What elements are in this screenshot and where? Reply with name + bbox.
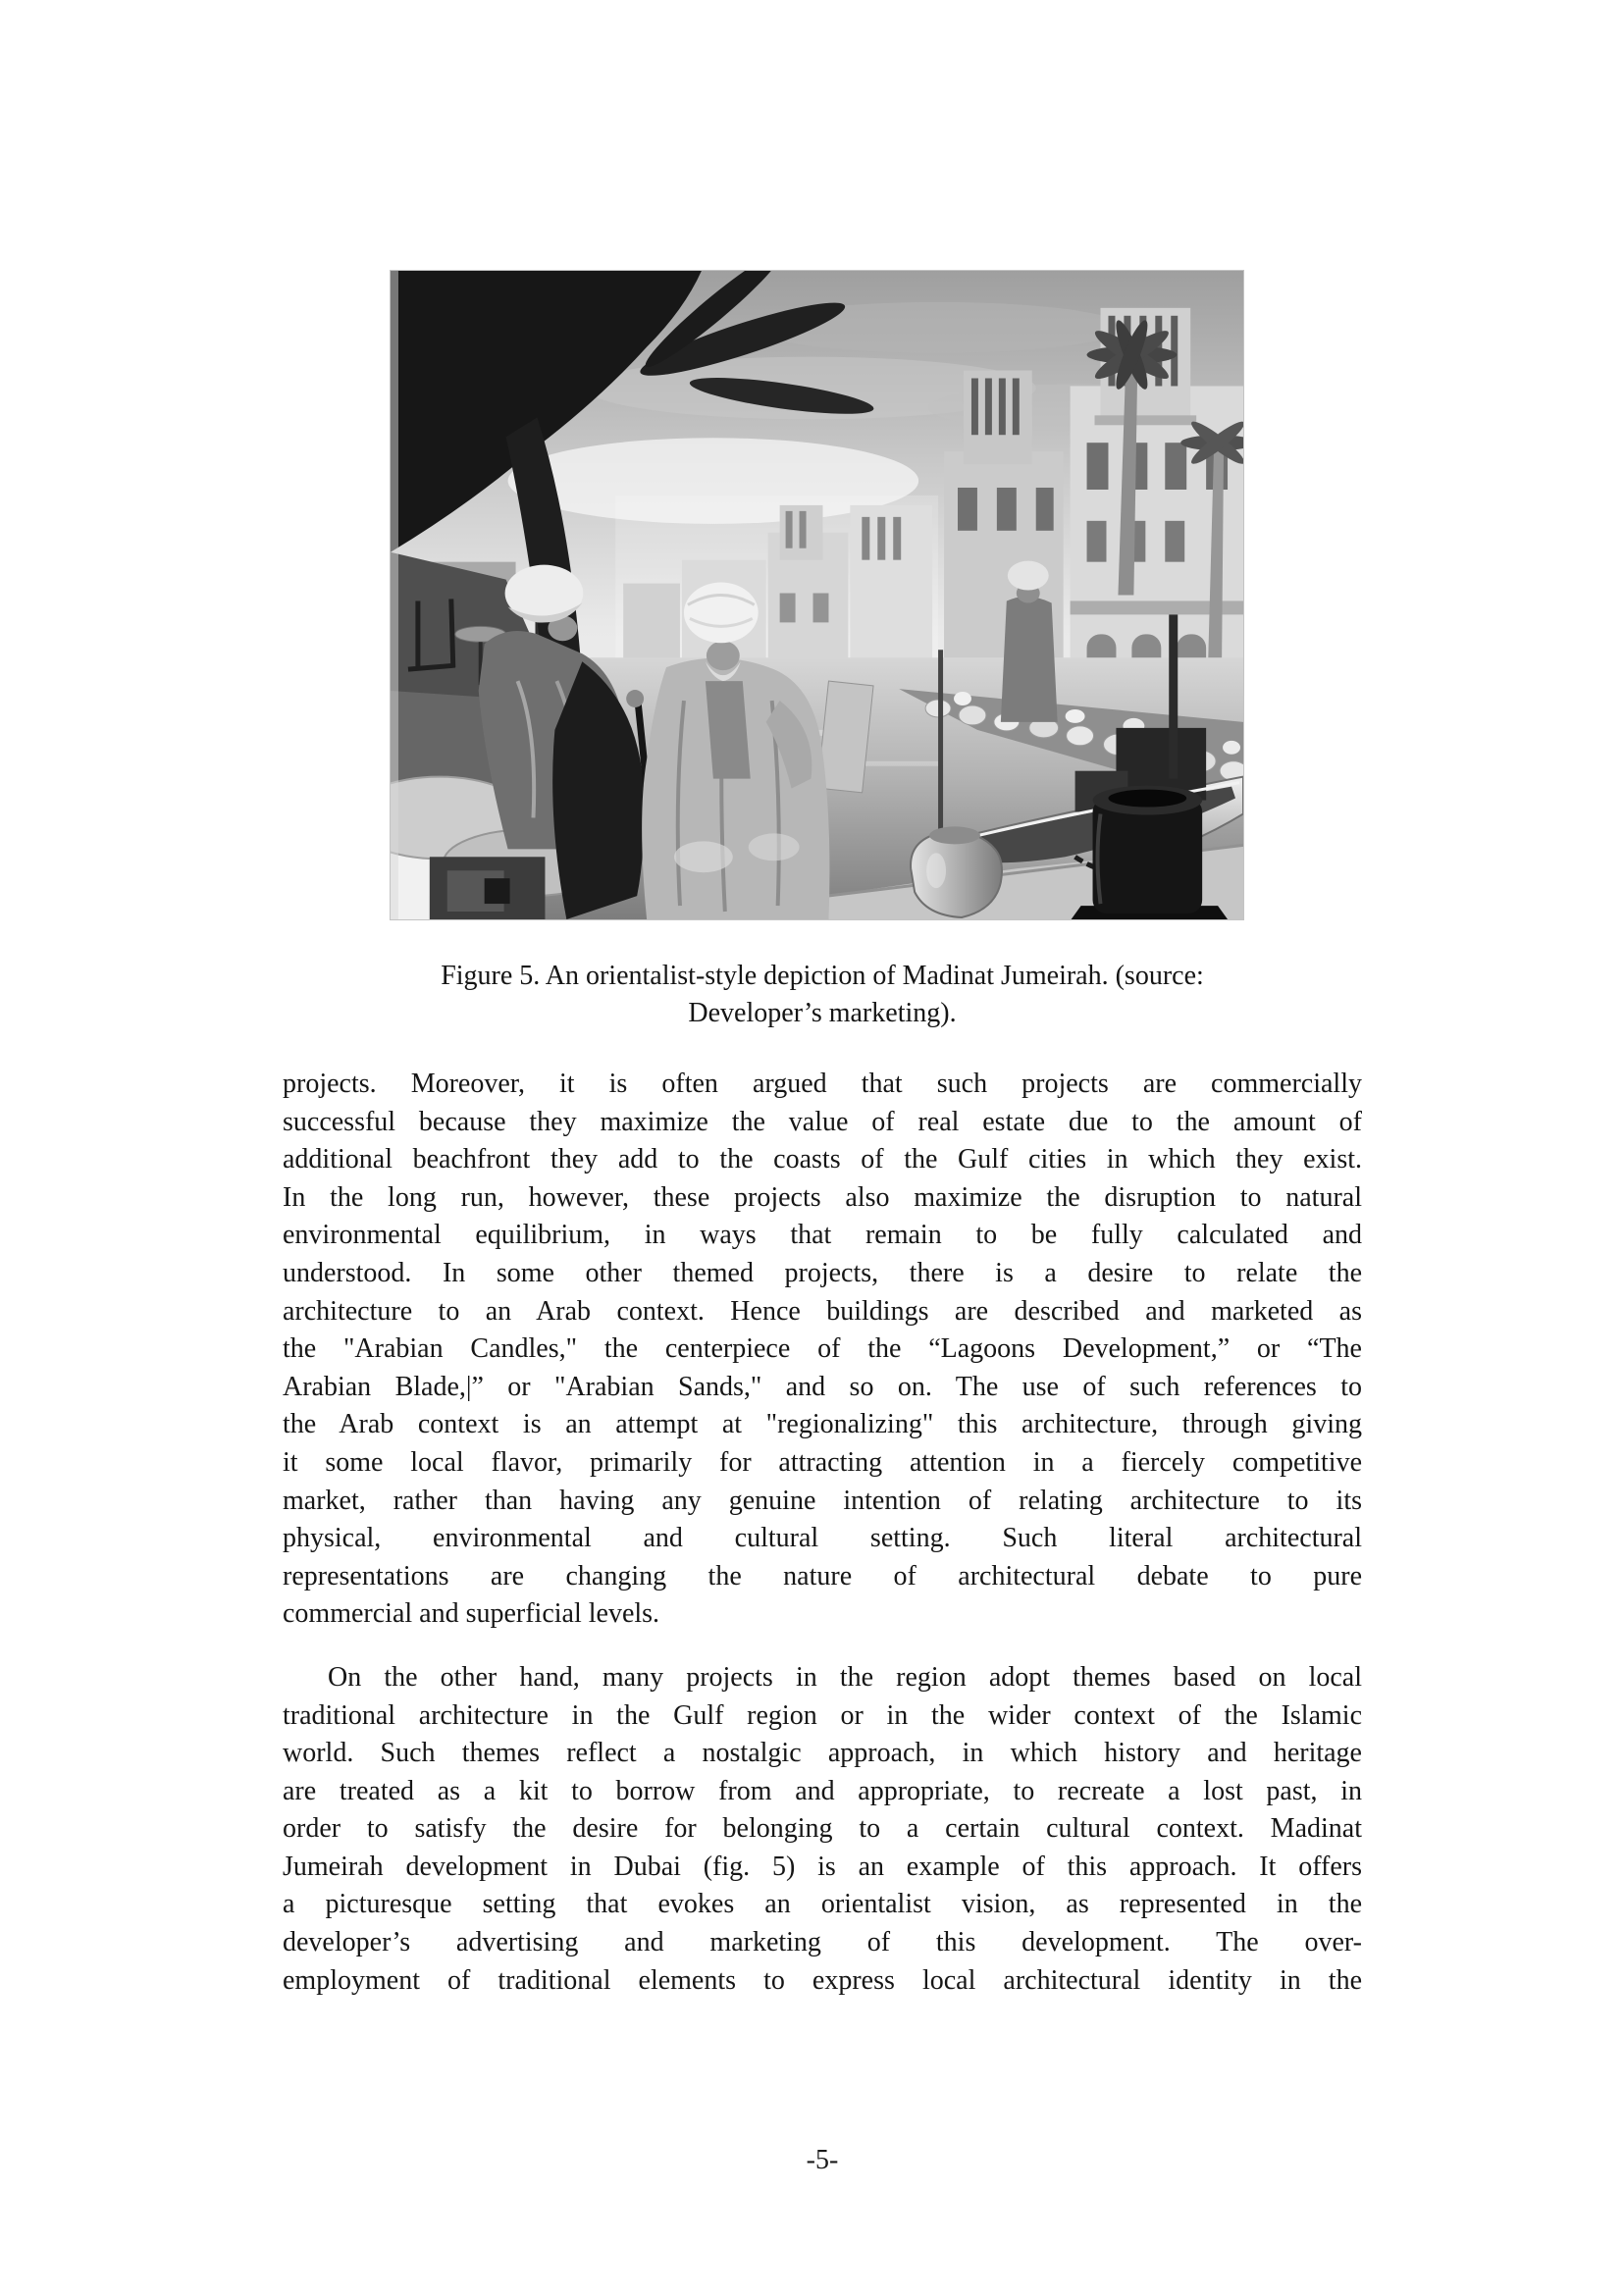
text-line: architecture to an Arab context. Hence buildings are described and marketed as xyxy=(283,1295,1362,1327)
text-line: traditional architecture in the Gulf region or in the wider context of the Islamic xyxy=(283,1699,1362,1731)
text-line: the "Arabian Candles," the centerpiece of the “Lagoons Development,” or “The xyxy=(283,1333,1362,1365)
paragraph-2 xyxy=(283,1659,1362,2000)
text-line: are treated as a kit to borrow from and appropriate, to recreate a lost past, in xyxy=(283,1775,1362,1806)
text-line: it some local flavor, primarily for attracting attention in a fiercely competitive xyxy=(283,1446,1362,1478)
body-text xyxy=(283,1066,1362,2000)
text-line: physical, environmental and cultural setting. Such literal architectural xyxy=(283,1523,1362,1554)
text-line: Figure 5. An orientalist-style depiction of Madinat Jumeirah. (source: xyxy=(441,961,1204,991)
text-line: order to satisfy the desire for belonging to a certain cultural context. Madinat xyxy=(283,1813,1362,1845)
text-line: representations are changing the nature of architectural debate to pure xyxy=(283,1560,1362,1592)
text-line: employment of traditional elements to express local architectural identity in the xyxy=(283,1964,1362,1996)
text-line: developer’s advertising and marketing of this development. The over- xyxy=(283,1927,1362,1958)
text-line: In the long run, however, these projects also maximize the disruption to natural xyxy=(283,1181,1362,1213)
scan-edge xyxy=(391,271,398,919)
text-line: successful because they maximize the value of real estate due to the amount of xyxy=(283,1106,1362,1137)
figure-image xyxy=(390,270,1244,920)
text-line: Developer’s marketing). xyxy=(688,998,957,1028)
text-line: On the other hand, many projects in the region adopt themes based on local xyxy=(328,1661,1362,1693)
text-line: world. Such themes reflect a nostalgic approach, in which history and heritage xyxy=(283,1738,1362,1769)
text-line: a picturesque setting that evokes an orientalist vision, as represented in the xyxy=(283,1889,1362,1920)
text-line: Jumeirah development in Dubai (fig. 5) is an example of this approach. It offers xyxy=(283,1851,1362,1882)
paragraph-1 xyxy=(283,1066,1362,1634)
figure-caption xyxy=(283,958,1362,1032)
text-line: environmental equilibrium, in ways that remain to be fully calculated and xyxy=(283,1220,1362,1251)
orientalist-scene xyxy=(391,271,1243,919)
text-line: additional beachfront they add to the coasts of the Gulf cities in which they exist. xyxy=(283,1144,1362,1175)
text-line: market, rather than having any genuine intention of relating architecture to its xyxy=(283,1485,1362,1516)
text-line: commercial and superficial levels. xyxy=(283,1598,660,1630)
text-line: understood. In some other themed projects, there is a desire to relate the xyxy=(283,1257,1362,1288)
page-number: -5- xyxy=(806,2145,839,2175)
text-line: projects. Moreover, it is often argued that such projects are commercially xyxy=(283,1069,1362,1099)
text-line: Arabian Blade,|” or "Arabian Sands," and so on. The use of such references to xyxy=(283,1371,1362,1402)
text-line: the Arab context is an attempt at "regionalizing" this architecture, through giving xyxy=(283,1409,1362,1440)
